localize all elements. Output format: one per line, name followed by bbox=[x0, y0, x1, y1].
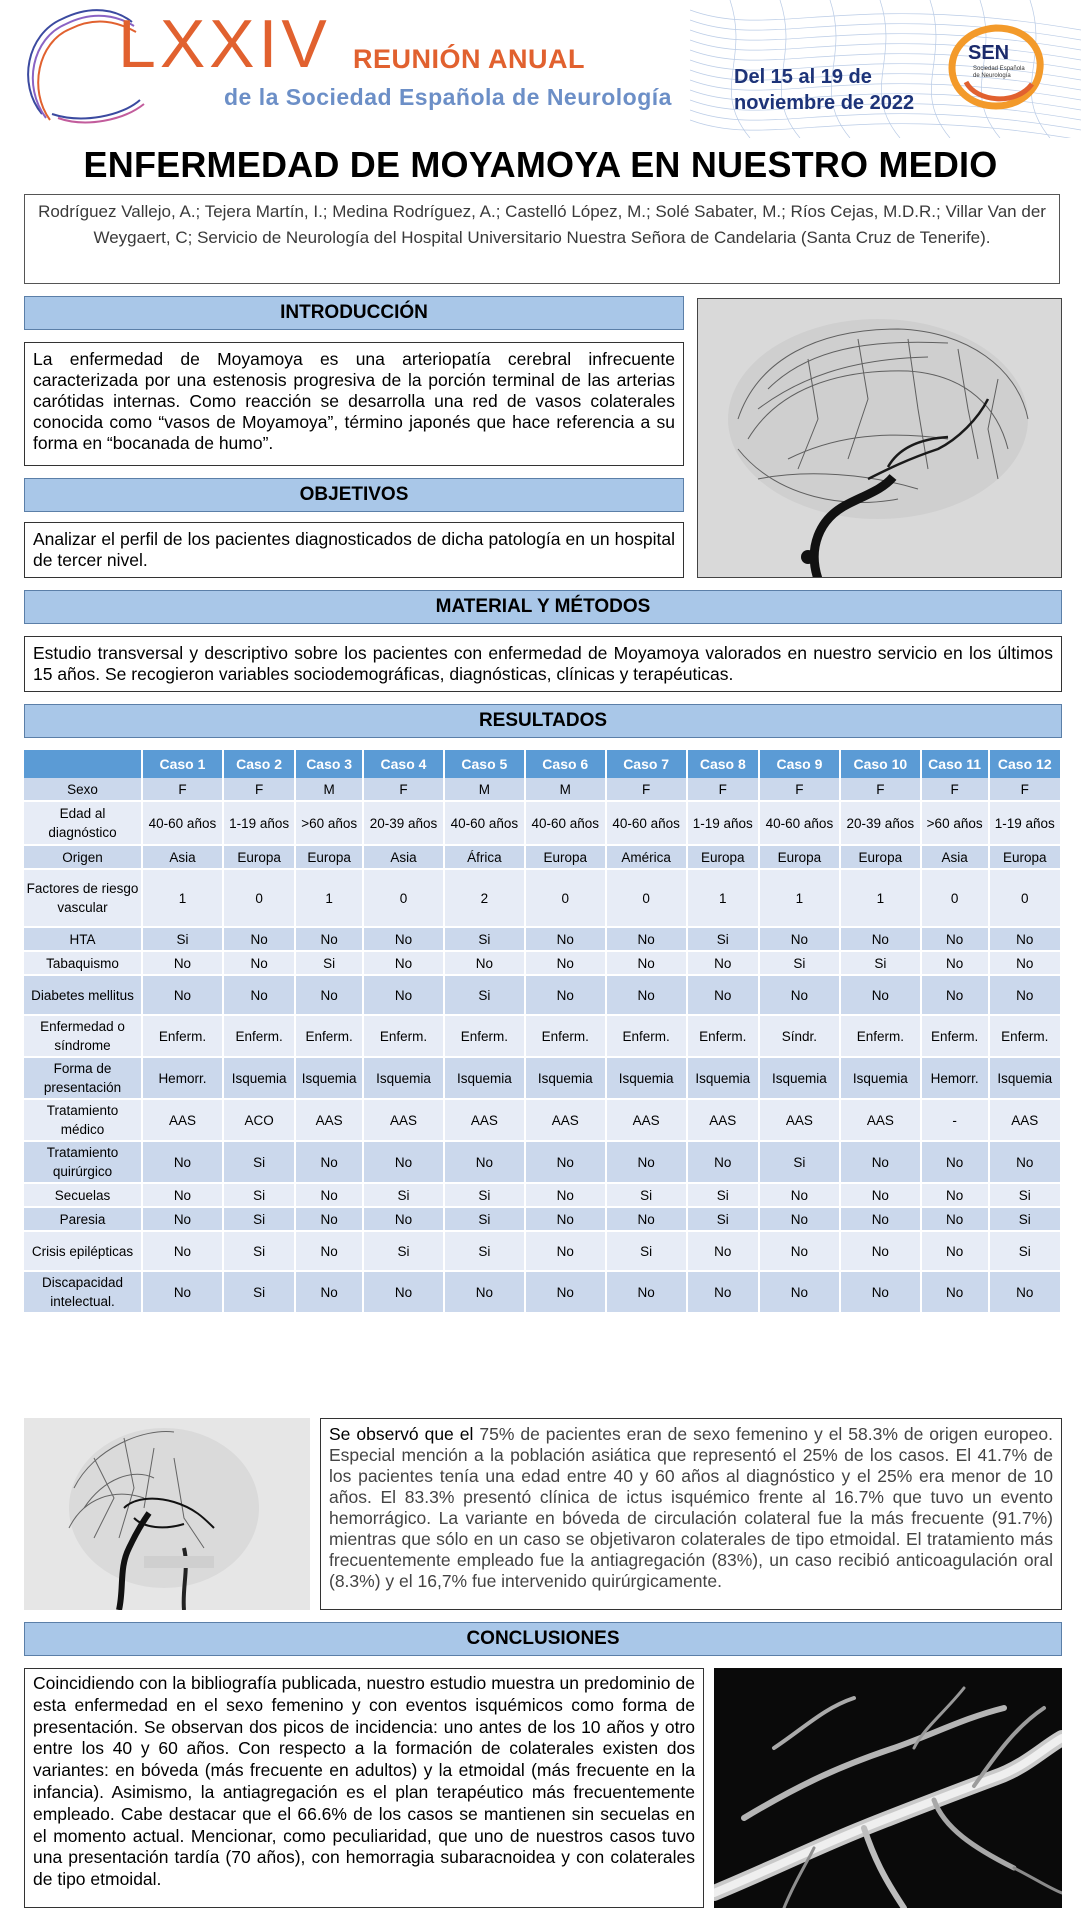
table-cell: No bbox=[990, 928, 1062, 952]
table-column-header: Caso 4 bbox=[364, 750, 445, 778]
table-row-label: Sexo bbox=[24, 778, 143, 802]
table-cell: 40-60 años bbox=[445, 802, 526, 846]
table-cell: No bbox=[296, 976, 364, 1016]
table-cell: 1 bbox=[296, 870, 364, 928]
table-cell: Si bbox=[364, 1232, 445, 1272]
table-cell: Isquemia bbox=[760, 1058, 841, 1100]
table-cell: No bbox=[224, 952, 296, 976]
society-name: de la Sociedad Española de Neurología bbox=[224, 84, 672, 110]
table-cell: Si bbox=[607, 1184, 688, 1208]
authors-box: Rodríguez Vallejo, A.; Tejera Martín, I.; Medina Rodríguez, A.; Castelló López, M.; Solé Sabater, M.; Ríos Cejas, M.D.R.; Villar Van der Weygaert, C; Servicio de Neurología del Hospital Universitario Nuestra Señora de Candelaria (Santa Cruz de Tenerife). bbox=[24, 194, 1060, 284]
table-row-label: Factores de riesgo vascular bbox=[24, 870, 143, 928]
table-cell: AAS bbox=[143, 1100, 224, 1142]
table-cell: No bbox=[841, 1208, 922, 1232]
table-cell: Enferm. bbox=[922, 1016, 990, 1058]
table-cell: Si bbox=[224, 1208, 296, 1232]
table-row-label: Tratamiento médico bbox=[24, 1100, 143, 1142]
table-cell: Si bbox=[224, 1272, 296, 1314]
table-cell: No bbox=[526, 976, 607, 1016]
table-cell: Europa bbox=[760, 846, 841, 870]
table-cell: 20-39 años bbox=[364, 802, 445, 846]
table-cell: No bbox=[296, 928, 364, 952]
table-cell: AAS bbox=[990, 1100, 1062, 1142]
table-column-header: Caso 6 bbox=[526, 750, 607, 778]
table-cell: No bbox=[688, 1142, 760, 1184]
table-cell: Si bbox=[143, 928, 224, 952]
table-cell: No bbox=[364, 1208, 445, 1232]
methods-text: Estudio transversal y descriptivo sobre los pacientes con enfermedad de Moyamoya valorados en nuestro servicio en los últimos 15 años. Se recogieron variables sociodemográficas, diagnósticas, clínicas y terapéuticas. bbox=[24, 636, 1062, 692]
table-column-header: Caso 1 bbox=[143, 750, 224, 778]
table-cell: F bbox=[922, 778, 990, 802]
table-row-label: Tabaquismo bbox=[24, 952, 143, 976]
dates-line-2: noviembre de 2022 bbox=[734, 92, 915, 114]
table-cell: Isquemia bbox=[841, 1058, 922, 1100]
table-cell: Europa bbox=[224, 846, 296, 870]
results-summary-text bbox=[320, 1418, 1062, 1610]
table-cell: Europa bbox=[841, 846, 922, 870]
table-cell: No bbox=[143, 1272, 224, 1314]
angiography-frontal-drawing bbox=[24, 1418, 310, 1610]
table-row bbox=[24, 952, 1062, 976]
table-row bbox=[24, 1232, 1062, 1272]
table-cell: No bbox=[526, 1272, 607, 1314]
table-cell: Enferm. bbox=[607, 1016, 688, 1058]
table-cell: No bbox=[296, 1232, 364, 1272]
table-row bbox=[24, 778, 1062, 802]
table-cell: ACO bbox=[224, 1100, 296, 1142]
table-cell: Si bbox=[445, 1232, 526, 1272]
table-cell: Enferm. bbox=[296, 1016, 364, 1058]
table-cell: América bbox=[607, 846, 688, 870]
table-cell: No bbox=[990, 952, 1062, 976]
table-cell: No bbox=[445, 1142, 526, 1184]
table-cell: AAS bbox=[760, 1100, 841, 1142]
table-cell: 1 bbox=[760, 870, 841, 928]
table-cell: Si bbox=[296, 952, 364, 976]
table-row-label: Secuelas bbox=[24, 1184, 143, 1208]
table-cell: 1 bbox=[143, 870, 224, 928]
table-cell: No bbox=[143, 976, 224, 1016]
table-row bbox=[24, 1184, 1062, 1208]
table-cell: No bbox=[922, 1142, 990, 1184]
edition-numeral: LXXIV bbox=[118, 6, 331, 82]
results-summary-body: 75% de pacientes eran de sexo femenino y el 58.3% de origen europeo. Especial mención a la población asiática que representó el 25% de los casos. El 41.7% de los pacientes tenía una edad entre 40 y 60 años al diagnóstico y el 25% era menor de 10 años. El 83.3% presentó clínica de ictus isquémico frente al 16.7% que tuvo un evento hemorrágico. La variante en bóveda de circulación colateral fue la más frecuente (91.7%) mientras que sólo en un caso se objetivaron colaterales de tipo etmoidal. El tratamiento más frecuentemente empleado fue la antiagregación (83%), un caso recibió anticoagulación oral (8.3%) y el 16,7% fue intervenido quirúrgicamente. bbox=[329, 1424, 1053, 1591]
methods-heading: MATERIAL Y MÉTODOS bbox=[24, 590, 1062, 624]
table-column-header: Caso 3 bbox=[296, 750, 364, 778]
table-cell: No bbox=[760, 1272, 841, 1314]
table-cell: Isquemia bbox=[296, 1058, 364, 1100]
table-cell: F bbox=[990, 778, 1062, 802]
table-cell: No bbox=[364, 976, 445, 1016]
table-cell: Si bbox=[990, 1208, 1062, 1232]
table-column-header: Caso 12 bbox=[990, 750, 1062, 778]
table-cell: No bbox=[364, 1272, 445, 1314]
table-cell: No bbox=[526, 1208, 607, 1232]
table-column-header: Caso 8 bbox=[688, 750, 760, 778]
table-row-label: HTA bbox=[24, 928, 143, 952]
table-row-label: Forma de presentación bbox=[24, 1058, 143, 1100]
table-cell: 0 bbox=[224, 870, 296, 928]
conference-header bbox=[0, 0, 1081, 138]
table-cell: No bbox=[364, 952, 445, 976]
table-cell: AAS bbox=[296, 1100, 364, 1142]
table-cell: No bbox=[526, 928, 607, 952]
table-cell: No bbox=[445, 1272, 526, 1314]
table-cell: No bbox=[364, 928, 445, 952]
table-cell: No bbox=[760, 1232, 841, 1272]
table-cell: M bbox=[526, 778, 607, 802]
table-cell: 1-19 años bbox=[224, 802, 296, 846]
table-cell: Enferm. bbox=[526, 1016, 607, 1058]
table-header-row bbox=[24, 750, 1062, 778]
table-cell: Isquemia bbox=[445, 1058, 526, 1100]
table-cell: No bbox=[143, 1208, 224, 1232]
angiography-lateral-image bbox=[697, 298, 1062, 578]
table-cell: No bbox=[445, 952, 526, 976]
table-cell: No bbox=[143, 1232, 224, 1272]
table-cell: F bbox=[841, 778, 922, 802]
results-summary-lead: Se observó que el bbox=[329, 1424, 474, 1444]
table-cell: Enferm. bbox=[143, 1016, 224, 1058]
sen-logo-text: SEN bbox=[968, 42, 1010, 64]
conference-dates bbox=[734, 64, 914, 116]
table-row bbox=[24, 1100, 1062, 1142]
table-cell: Si bbox=[364, 1184, 445, 1208]
table-cell: Si bbox=[688, 1184, 760, 1208]
table-cell: 0 bbox=[526, 870, 607, 928]
table-cell: Si bbox=[224, 1232, 296, 1272]
table-cell: Isquemia bbox=[364, 1058, 445, 1100]
table-cell: 40-60 años bbox=[607, 802, 688, 846]
poster-title: ENFERMEDAD DE MOYAMOYA EN NUESTRO MEDIO bbox=[83, 144, 998, 185]
table-cell: F bbox=[688, 778, 760, 802]
table-cell: No bbox=[990, 1272, 1062, 1314]
table-cell: AAS bbox=[445, 1100, 526, 1142]
table-cell: Si bbox=[688, 928, 760, 952]
table-cell: Si bbox=[445, 928, 526, 952]
table-row-label: Discapacidad intelectual. bbox=[24, 1272, 143, 1314]
angiography-vessels-drawing bbox=[698, 299, 1062, 578]
table-cell: 20-39 años bbox=[841, 802, 922, 846]
table-cell: No bbox=[688, 1272, 760, 1314]
conclusions-text: Coincidiendo con la bibliografía publicada, nuestro estudio muestra un predominio de esta enfermedad en el sexo femenino y con eventos isquémicos como forma de presentación. Se observan dos picos de incidencia: uno antes de los 10 años y otro entre los 40 y 60 años. Con respecto a la formación de colaterales existen dos variantes: en bóveda (más frecuente en adultos) y la etmoidal (más frecuente en la infancia). Asimismo, la antiagregación es el plan terapéutico más frecuentemente empleado. Cabe destacar que el 66.6% de los casos se mantienen sin secuelas en el momento actual. Mencionar, como peculiaridad, que uno de nuestros casos tuvo una presentación tardía (70 años), con hemorragia subaracnoidea y con colaterales de tipo etmoidal. bbox=[24, 1668, 704, 1908]
table-cell: Isquemia bbox=[990, 1058, 1062, 1100]
table-cell: Asia bbox=[143, 846, 224, 870]
conclusions-heading: CONCLUSIONES bbox=[24, 1622, 1062, 1656]
table-cell: Isquemia bbox=[526, 1058, 607, 1100]
table-cell: No bbox=[526, 1232, 607, 1272]
table-cell: 40-60 años bbox=[143, 802, 224, 846]
table-cell: Si bbox=[990, 1232, 1062, 1272]
table-cell: Si bbox=[760, 952, 841, 976]
table-column-header: Caso 2 bbox=[224, 750, 296, 778]
table-cell: >60 años bbox=[296, 802, 364, 846]
table-cell: No bbox=[607, 1208, 688, 1232]
table-cell: No bbox=[990, 1142, 1062, 1184]
table-cell: No bbox=[760, 1184, 841, 1208]
table-row-label: Enfermedad o síndrome bbox=[24, 1016, 143, 1058]
table-cell: F bbox=[607, 778, 688, 802]
table-cell: Síndr. bbox=[760, 1016, 841, 1058]
table-cell: No bbox=[607, 928, 688, 952]
objectives-heading: OBJETIVOS bbox=[24, 478, 684, 512]
table-cell: Enferm. bbox=[841, 1016, 922, 1058]
table-cell: No bbox=[143, 952, 224, 976]
table-cell: Europa bbox=[526, 846, 607, 870]
table-row-label: Diabetes mellitus bbox=[24, 976, 143, 1016]
table-cell: No bbox=[760, 928, 841, 952]
introduction-heading: INTRODUCCIÓN bbox=[24, 296, 684, 330]
introduction-text: La enfermedad de Moyamoya es una arteriopatía cerebral infrecuente caracterizada por una estenosis progresiva de la porción terminal de las arterias carótidas internas. Como reacción se desarrolla una red de vasos colaterales conocida como “vasos de Moyamoya”, término japonés que hace referencia a su forma en “bocanada de humo”. bbox=[24, 342, 684, 466]
table-column-header: Caso 9 bbox=[760, 750, 841, 778]
table-cell: AAS bbox=[526, 1100, 607, 1142]
table-cell: No bbox=[526, 952, 607, 976]
table-cell: No bbox=[224, 976, 296, 1016]
table-cell: F bbox=[364, 778, 445, 802]
table-cell: Si bbox=[224, 1142, 296, 1184]
table-cell: Si bbox=[760, 1142, 841, 1184]
table-cell: M bbox=[296, 778, 364, 802]
table-row bbox=[24, 1208, 1062, 1232]
table-cell: F bbox=[224, 778, 296, 802]
vessels-3d-drawing bbox=[714, 1668, 1062, 1908]
table-row bbox=[24, 1272, 1062, 1314]
table-cell: No bbox=[922, 976, 990, 1016]
table-cell: Si bbox=[688, 1208, 760, 1232]
table-cell: AAS bbox=[607, 1100, 688, 1142]
table-cell: Enferm. bbox=[445, 1016, 526, 1058]
table-cell: No bbox=[922, 928, 990, 952]
table-cell: Si bbox=[990, 1184, 1062, 1208]
table-row bbox=[24, 870, 1062, 928]
table-cell: 0 bbox=[607, 870, 688, 928]
table-cell: Si bbox=[445, 976, 526, 1016]
table-cell: Si bbox=[445, 1184, 526, 1208]
table-cell: No bbox=[841, 1272, 922, 1314]
table-row bbox=[24, 1016, 1062, 1058]
table-row-label: Paresia bbox=[24, 1208, 143, 1232]
table-cell: No bbox=[922, 1184, 990, 1208]
table-cell: No bbox=[296, 1184, 364, 1208]
table-row-label: Origen bbox=[24, 846, 143, 870]
table-cell: No bbox=[296, 1272, 364, 1314]
table-column-header: Caso 5 bbox=[445, 750, 526, 778]
table-cell: Enferm. bbox=[224, 1016, 296, 1058]
table-cell: No bbox=[922, 1232, 990, 1272]
angiography-3d-reconstruction-image bbox=[714, 1668, 1062, 1908]
table-cell: F bbox=[760, 778, 841, 802]
table-cell: Europa bbox=[990, 846, 1062, 870]
table-column-header: Caso 10 bbox=[841, 750, 922, 778]
table-row bbox=[24, 976, 1062, 1016]
table-cell: No bbox=[841, 1142, 922, 1184]
table-cell: 0 bbox=[922, 870, 990, 928]
table-column-header: Caso 7 bbox=[607, 750, 688, 778]
table-cell: No bbox=[841, 1184, 922, 1208]
table-cell: No bbox=[364, 1142, 445, 1184]
table-row bbox=[24, 928, 1062, 952]
table-cell: Isquemia bbox=[688, 1058, 760, 1100]
table-cell: No bbox=[224, 928, 296, 952]
table-row bbox=[24, 1142, 1062, 1184]
table-cell: No bbox=[990, 976, 1062, 1016]
table-row-label: Crisis epilépticas bbox=[24, 1232, 143, 1272]
table-cell: F bbox=[143, 778, 224, 802]
table-cell: Si bbox=[841, 952, 922, 976]
table-cell: Enferm. bbox=[688, 1016, 760, 1058]
table-cell: No bbox=[760, 976, 841, 1016]
table-corner-cell bbox=[24, 750, 143, 778]
table-cell: AAS bbox=[841, 1100, 922, 1142]
table-cell: No bbox=[688, 976, 760, 1016]
table-cell: Isquemia bbox=[224, 1058, 296, 1100]
table-body bbox=[24, 778, 1062, 1314]
table-cell: No bbox=[296, 1208, 364, 1232]
table-cell: No bbox=[841, 1232, 922, 1272]
table-cell: Isquemia bbox=[607, 1058, 688, 1100]
table-cell: No bbox=[607, 952, 688, 976]
table-cell: Asia bbox=[922, 846, 990, 870]
table-cell: África bbox=[445, 846, 526, 870]
table-row bbox=[24, 1058, 1062, 1100]
dates-line-1: Del 15 al 19 de bbox=[734, 66, 872, 88]
table-column-header: Caso 11 bbox=[922, 750, 990, 778]
angiography-frontal-image bbox=[24, 1418, 310, 1610]
table-cell: 40-60 años bbox=[526, 802, 607, 846]
table-cell: Enferm. bbox=[990, 1016, 1062, 1058]
table-cell: No bbox=[607, 1272, 688, 1314]
table-cell: No bbox=[688, 952, 760, 976]
table-cell: No bbox=[841, 976, 922, 1016]
table-cell: No bbox=[143, 1184, 224, 1208]
table-cell: No bbox=[688, 1232, 760, 1272]
table-cell: No bbox=[526, 1184, 607, 1208]
table-cell: Europa bbox=[296, 846, 364, 870]
table-cell: No bbox=[841, 928, 922, 952]
table-cell: Enferm. bbox=[364, 1016, 445, 1058]
table-cell: 1-19 años bbox=[990, 802, 1062, 846]
table-cell: Hemorr. bbox=[143, 1058, 224, 1100]
table-row-label: Edad al diagnóstico bbox=[24, 802, 143, 846]
table-cell: 0 bbox=[364, 870, 445, 928]
table-cell: 1 bbox=[688, 870, 760, 928]
table-row-label: Tratamiento quirúrgico bbox=[24, 1142, 143, 1184]
table-cell: 1-19 años bbox=[688, 802, 760, 846]
table-cell: Europa bbox=[688, 846, 760, 870]
table-cell: Si bbox=[224, 1184, 296, 1208]
table-cell: No bbox=[922, 1208, 990, 1232]
table-cell: Asia bbox=[364, 846, 445, 870]
table-cell: Hemorr. bbox=[922, 1058, 990, 1100]
table-cell: No bbox=[526, 1142, 607, 1184]
sen-logo-subtitle: Sociedad Española de Neurología bbox=[973, 66, 1025, 79]
table-cell: M bbox=[445, 778, 526, 802]
table-row bbox=[24, 846, 1062, 870]
objectives-text: Analizar el perfil de los pacientes diagnosticados de dicha patología en un hospital de tercer nivel. bbox=[24, 522, 684, 578]
table-cell: AAS bbox=[688, 1100, 760, 1142]
table-cell: >60 años bbox=[922, 802, 990, 846]
table-cell: Si bbox=[607, 1232, 688, 1272]
table-cell: No bbox=[143, 1142, 224, 1184]
meeting-label: REUNIÓN ANUAL bbox=[353, 44, 585, 74]
table-cell: No bbox=[607, 1142, 688, 1184]
table-cell: 2 bbox=[445, 870, 526, 928]
table-cell: 0 bbox=[990, 870, 1062, 928]
results-heading: RESULTADOS bbox=[24, 704, 1062, 738]
table-cell: No bbox=[922, 952, 990, 976]
table-row bbox=[24, 802, 1062, 846]
table-cell: No bbox=[607, 976, 688, 1016]
results-table bbox=[24, 750, 1062, 1314]
table-cell: AAS bbox=[364, 1100, 445, 1142]
table-cell: No bbox=[760, 1208, 841, 1232]
table-cell: - bbox=[922, 1100, 990, 1142]
table-cell: No bbox=[922, 1272, 990, 1314]
table-cell: 40-60 años bbox=[760, 802, 841, 846]
table-cell: Si bbox=[445, 1208, 526, 1232]
table-cell: No bbox=[296, 1142, 364, 1184]
table-cell: 1 bbox=[841, 870, 922, 928]
